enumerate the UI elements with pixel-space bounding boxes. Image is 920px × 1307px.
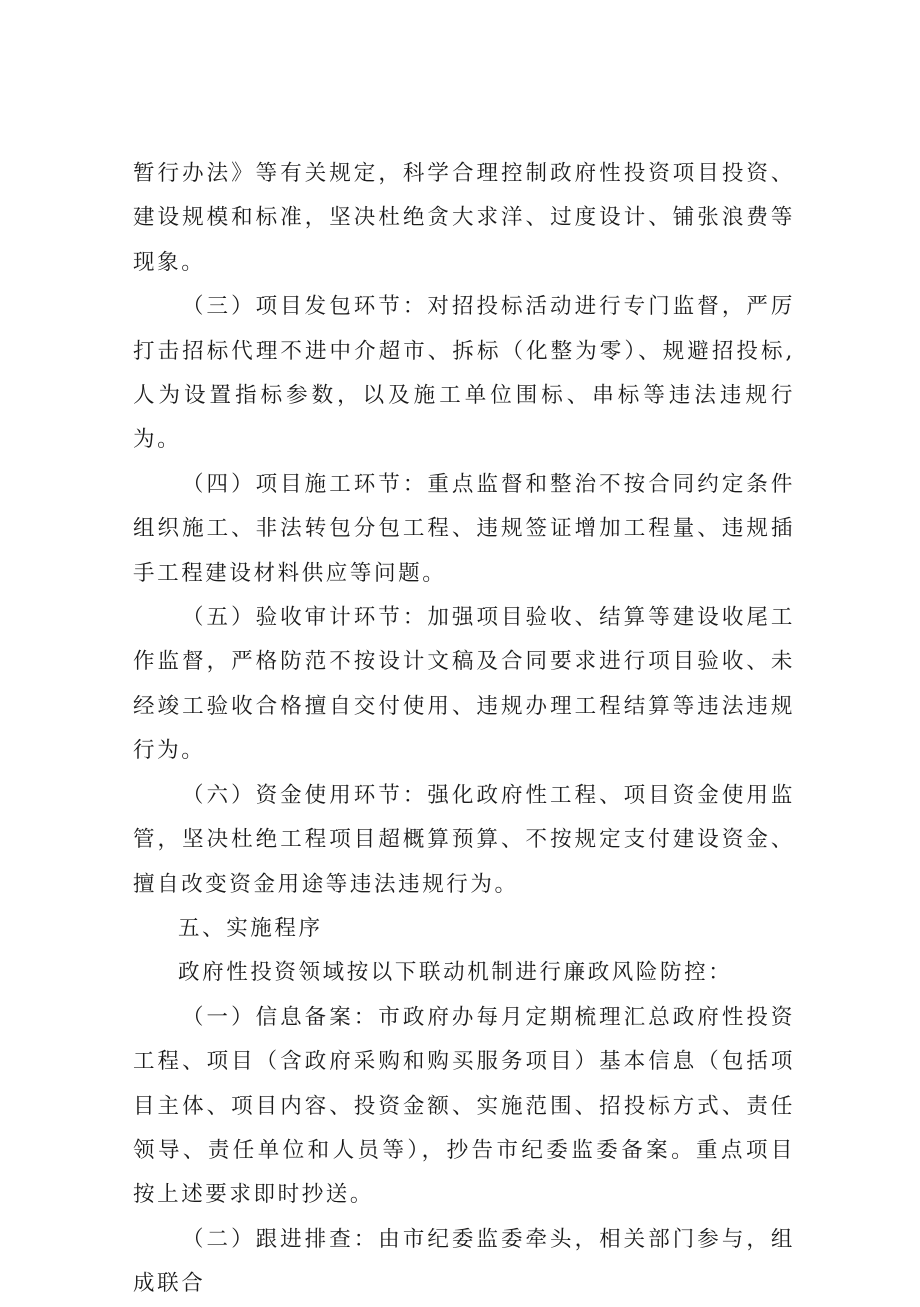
document-body	[133, 152, 795, 1307]
paragraph-section-6-funds-usage: （六）资金使用环节：强化政府性工程、项目资金使用监管，坚决杜绝工程项目超概算预算、不按规定支付建设资金、擅自改变资金用途等违法违规行为。	[133, 782, 795, 897]
paragraph-section-3-bidding: （三）项目发包环节：对招投标活动进行专门监督，严厉打击招标代理不进中介超市、拆标（化整为零）、规避招投标,人为设置指标参数，以及施工单位围标、串标等违法违规行为。	[133, 294, 795, 453]
paragraph-section-4-construction: （四）项目施工环节：重点监督和整治不按合同约定条件组织施工、非法转包分包工程、违规签证增加工程量、违规插手工程建设材料供应等问题。	[133, 471, 795, 586]
heading-implementation-procedure: 五、实施程序	[178, 915, 323, 941]
paragraph-step-1-info-filing: （一）信息备案：市政府办每月定期梳理汇总政府性投资工程、项目（含政府采购和购买服务项目）基本信息（包括项目主体、项目内容、投资金额、实施范围、招投标方式、责任领导、责任单位和人员等），抄告市纪委监委备案。重点项目按上述要求即时抄送。	[133, 1004, 795, 1208]
paragraph-step-2-follow-up: （二）跟进排查：由市纪委监委牵头，相关部门参与，组成联合	[133, 1226, 795, 1297]
paragraph-linkage-intro: 政府性投资领域按以下联动机制进行廉政风险防控：	[178, 960, 733, 986]
paragraph-section-5-acceptance-audit: （五）验收审计环节：加强项目验收、结算等建设收尾工作监督，严格防范不按设计文稿及合同要求进行项目验收、未经竣工验收合格擅自交付使用、违规办理工程结算等违法违规行为。	[133, 605, 795, 764]
paragraph-continuation: 暂行办法》等有关规定，科学合理控制政府性投资项目投资、建设规模和标准，坚决杜绝贪大求洋、过度设计、铺张浪费等现象。	[133, 161, 795, 275]
